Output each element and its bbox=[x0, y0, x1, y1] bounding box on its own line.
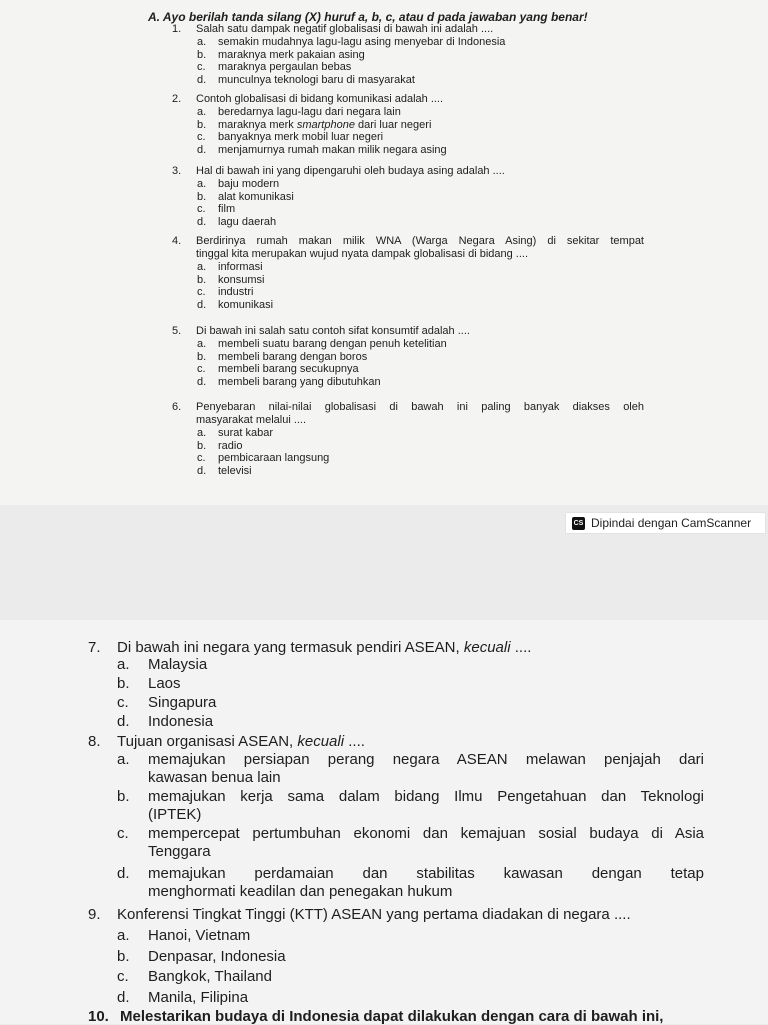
option-text: memajukan persiapan perang negara ASEAN melawan penjajah dari bbox=[148, 751, 704, 768]
q7-number: 7. bbox=[88, 639, 101, 656]
option-text: pembicaraan langsung bbox=[218, 452, 330, 465]
option-text: semakin mudahnya lagu-lagu asing menyebar di Indonesia bbox=[218, 36, 506, 48]
option-text: maraknya pergaulan bebas bbox=[218, 61, 352, 74]
option-letter: d. bbox=[117, 865, 130, 882]
option-text: baju modern bbox=[218, 178, 280, 190]
option-text: Manila, Filipina bbox=[148, 988, 249, 1006]
q7-text-main: Di bawah ini negara yang termasuk pendiri ASEAN, bbox=[117, 639, 464, 656]
option-letter: a. bbox=[197, 261, 207, 273]
option-letter: c. bbox=[117, 968, 129, 985]
option-letter: b. bbox=[197, 439, 207, 452]
q10-text: Melestarikan budaya di Indonesia dapat dilakukan dengan cara di bawah ini, bbox=[120, 1008, 664, 1025]
question-text: Hal di bawah ini yang dipengaruhi oleh budaya asing adalah .... bbox=[196, 165, 505, 177]
option-letter: c. bbox=[117, 825, 129, 842]
question-number: 4. bbox=[172, 235, 182, 247]
question-text-cont: tinggal kita merupakan wujud nyata dampak globalisasi di bidang .... bbox=[196, 248, 529, 260]
option-text: maraknya merk pakaian asing bbox=[218, 48, 365, 61]
question-number: 3. bbox=[172, 165, 182, 177]
option-text: film bbox=[218, 203, 236, 216]
option-text: maraknya merk smartphone dari luar negeri bbox=[218, 118, 432, 131]
camscanner-badge[interactable] bbox=[566, 513, 765, 533]
option-text: membeli barang dengan boros bbox=[218, 350, 368, 363]
option-text: membeli barang yang dibutuhkan bbox=[218, 375, 381, 388]
option-text: membeli barang secukupnya bbox=[218, 363, 359, 376]
option-letter: c. bbox=[197, 363, 206, 376]
option-text: industri bbox=[218, 286, 254, 299]
q10-number: 10. bbox=[88, 1008, 109, 1025]
option-letter: a. bbox=[117, 751, 130, 768]
section-heading: A. Ayo berilah tanda silang (X) huruf a, b, c, atau d pada jawaban yang benar! bbox=[148, 10, 588, 24]
camscanner-icon: CS bbox=[572, 517, 585, 530]
option-text: memajukan perdamaian dan stabilitas kawasan dengan tetap bbox=[148, 865, 704, 882]
q8-text bbox=[117, 734, 365, 749]
option-letter: b. bbox=[197, 273, 207, 286]
option-letter: d. bbox=[197, 375, 207, 388]
option-letter: a. bbox=[197, 338, 207, 350]
option-letter: a. bbox=[197, 427, 207, 439]
option-text: banyaknya merk mobil luar negeri bbox=[218, 131, 384, 144]
option-text-cont: menghormati keadilan dan penegakan hukum bbox=[148, 883, 453, 900]
q8-number: 8. bbox=[88, 733, 101, 750]
q9-number: 9. bbox=[88, 906, 101, 923]
q8-emphasis: kecuali bbox=[297, 733, 345, 750]
option-letter: b. bbox=[117, 675, 130, 692]
option-text: Denpasar, Indonesia bbox=[148, 947, 286, 965]
option-text: lagu daerah bbox=[218, 215, 277, 228]
option-text: menjamurnya rumah makan milik negara asing bbox=[218, 143, 447, 156]
question-number: 2. bbox=[172, 93, 182, 105]
option-letter: d. bbox=[197, 215, 207, 228]
scanned-page-bottom bbox=[0, 620, 768, 1024]
option-text: komunikasi bbox=[218, 298, 274, 311]
option-text: Malaysia bbox=[148, 656, 208, 673]
option-letter: d. bbox=[197, 73, 207, 86]
option-letter: b. bbox=[197, 118, 207, 131]
option-text: Hanoi, Vietnam bbox=[148, 927, 251, 944]
question-text: Salah satu dampak negatif globalisasi di bawah ini adalah .... bbox=[196, 23, 494, 35]
option-text-cont: Tenggara bbox=[148, 843, 211, 860]
option-letter: c. bbox=[197, 286, 206, 299]
q8-tail: .... bbox=[344, 733, 365, 750]
q9-text: Konferensi Tingkat Tinggi (KTT) ASEAN yang pertama diadakan di negara .... bbox=[117, 906, 631, 923]
option-letter: c. bbox=[197, 131, 206, 144]
option-letter: a. bbox=[197, 36, 207, 48]
option-letter: a. bbox=[197, 178, 207, 190]
option-letter: d. bbox=[197, 464, 207, 477]
option-text: Indonesia bbox=[148, 713, 214, 730]
option-letter: b. bbox=[197, 48, 207, 61]
option-text: Singapura bbox=[148, 694, 217, 711]
option-letter: a. bbox=[117, 656, 130, 673]
option-letter: c. bbox=[197, 203, 206, 216]
camscanner-label: Dipindai dengan CamScanner bbox=[591, 516, 752, 530]
option-text: mempercepat pertumbuhan ekonomi dan kemajuan sosial budaya di Asia bbox=[148, 825, 704, 842]
option-text: alat komunikasi bbox=[218, 190, 294, 203]
option-text: konsumsi bbox=[218, 273, 265, 286]
option-text: informasi bbox=[218, 261, 263, 273]
q7-emphasis: kecuali bbox=[463, 639, 511, 656]
option-text: radio bbox=[218, 439, 243, 452]
option-letter: d. bbox=[117, 988, 130, 1006]
option-letter: c. bbox=[197, 61, 206, 74]
option-text: surat kabar bbox=[218, 427, 274, 439]
option-letter: a. bbox=[197, 106, 207, 118]
option-text: memajukan kerja sama dalam bidang Ilmu Pengetahuan dan Teknologi bbox=[148, 788, 704, 805]
option-text: membeli suatu barang dengan penuh ketelitian bbox=[218, 338, 447, 350]
option-letter: b. bbox=[197, 350, 207, 363]
option-text: Bangkok, Thailand bbox=[148, 968, 272, 985]
question-text: Berdirinya rumah makan milik WNA (Warga Negara Asing) di sekitar tempat bbox=[196, 235, 644, 247]
question-text-cont: masyarakat melalui .... bbox=[196, 414, 307, 426]
q8-text-main: Tujuan organisasi ASEAN, bbox=[117, 733, 298, 750]
question-text: Contoh globalisasi di bidang komunikasi adalah .... bbox=[196, 93, 444, 105]
option-letter: d. bbox=[197, 298, 207, 311]
question-text: Penyebaran nilai-nilai globalisasi di bawah ini paling banyak diakses oleh bbox=[196, 401, 644, 413]
option-text: televisi bbox=[218, 464, 252, 477]
option-letter: c. bbox=[197, 452, 206, 465]
option-text: munculnya teknologi baru di masyarakat bbox=[218, 73, 415, 86]
option-letter: d. bbox=[117, 713, 130, 730]
question-text: Di bawah ini salah satu contoh sifat konsumtif adalah .... bbox=[196, 325, 470, 337]
option-letter: d. bbox=[197, 143, 207, 156]
question-number: 5. bbox=[172, 325, 182, 337]
option-letter: a. bbox=[117, 927, 130, 944]
option-text: Laos bbox=[148, 675, 181, 692]
option-letter: b. bbox=[117, 788, 130, 805]
q7-tail: .... bbox=[510, 639, 532, 656]
option-text-cont: (IPTEK) bbox=[148, 806, 202, 823]
option-letter: b. bbox=[197, 190, 207, 203]
option-letter: c. bbox=[117, 694, 129, 711]
q7-text bbox=[117, 640, 531, 655]
question-number: 6. bbox=[172, 401, 182, 413]
option-letter: b. bbox=[117, 947, 130, 965]
option-text: beredarnya lagu-lagu dari negara lain bbox=[218, 106, 401, 118]
question-number: 1. bbox=[172, 23, 182, 35]
option-text-cont: kawasan benua lain bbox=[148, 769, 281, 786]
